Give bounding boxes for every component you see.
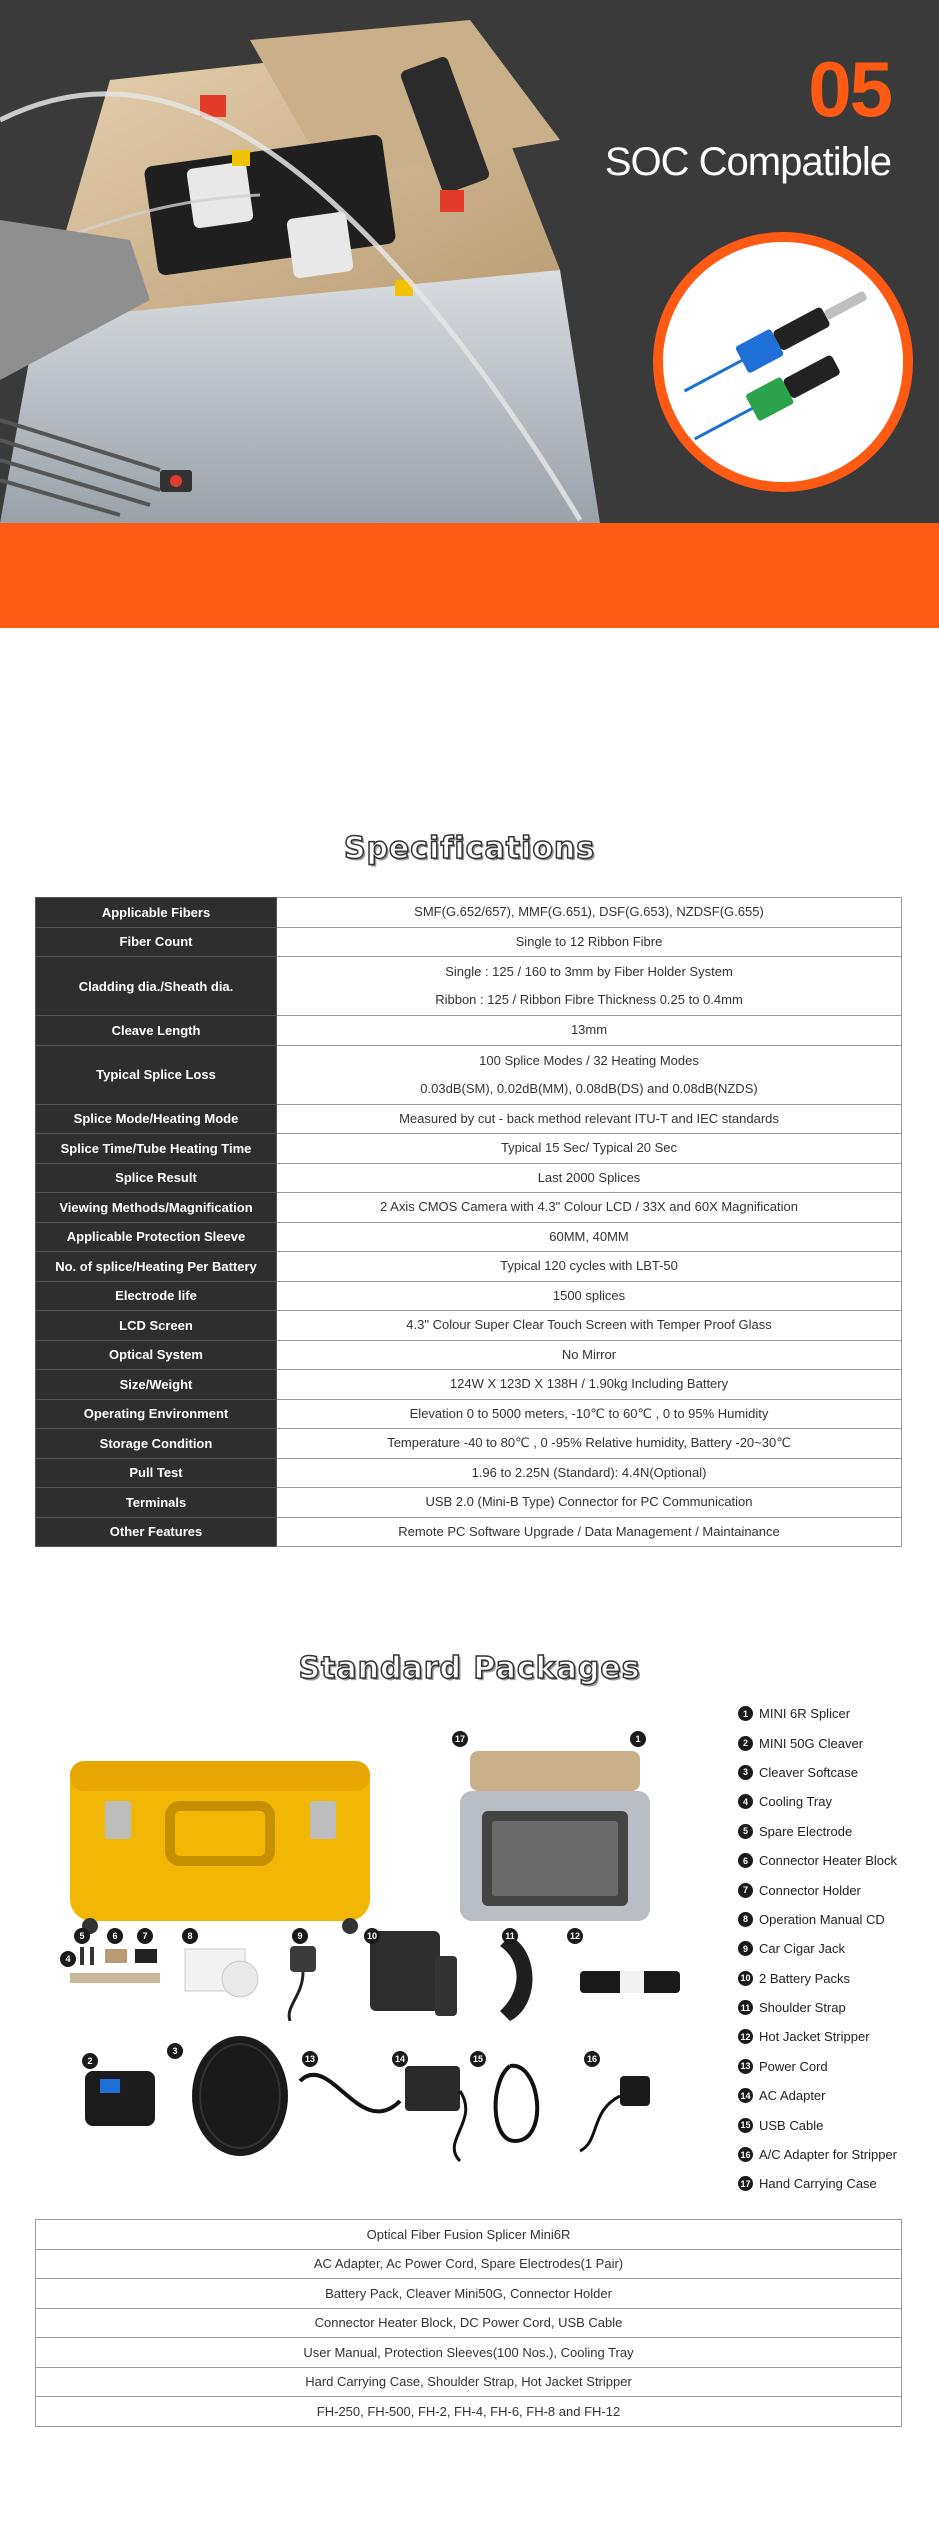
spec-value-line: Typical 15 Sec/ Typical 20 Sec: [500, 1140, 678, 1156]
spec-row: [36, 957, 902, 1016]
spec-value-line: 4.3" Colour Super Clear Touch Screen with Temper Proof Glass: [406, 1317, 772, 1333]
svg-text:7: 7: [142, 1931, 148, 1941]
spec-value: [277, 1134, 902, 1164]
photo-number-badge-icon: [60, 1951, 76, 1967]
photo-number-badge-icon: [584, 2051, 600, 2067]
spec-value-line: 1500 splices: [552, 1287, 626, 1303]
package-item: [738, 1993, 897, 2022]
package-item-label: 2 Battery Packs: [759, 1970, 851, 1986]
spec-key: Typical Splice Loss: [36, 1045, 277, 1104]
spec-row: [36, 1016, 902, 1046]
package-item: [738, 1817, 897, 1846]
svg-text:17: 17: [454, 1734, 466, 1744]
spec-value-line: 2 Axis CMOS Camera with 4.3" Colour LCD / 33X and 60X Magnification: [380, 1199, 798, 1215]
spec-key: Electrode life: [36, 1281, 277, 1311]
spec-row: [36, 1370, 902, 1400]
package-item: [738, 1787, 897, 1816]
spec-value-line: 13mm: [570, 1022, 608, 1038]
package-contents-cell: Optical Fiber Fusion Splicer Mini6R: [36, 2220, 902, 2250]
package-item-label: Power Cord: [759, 2058, 828, 2074]
package-item-label: Connector Holder: [759, 1882, 861, 1898]
spec-key: No. of splice/Heating Per Battery: [36, 1252, 277, 1282]
photo-number-badge-icon: [470, 2051, 486, 2067]
package-contents-row: [36, 2220, 902, 2250]
photo-number-badge-icon: [82, 2053, 98, 2069]
svg-text:16: 16: [586, 2054, 598, 2064]
feature-title: SOC Compatible: [604, 140, 891, 184]
package-item-label: Shoulder Strap: [759, 2000, 846, 2016]
spec-value: [277, 1370, 902, 1400]
spec-key: Cladding dia./Sheath dia.: [36, 957, 277, 1016]
spec-value: [277, 1517, 902, 1547]
spec-value: [277, 1104, 902, 1134]
svg-text:5: 5: [79, 1931, 85, 1941]
number-badge-icon: 12: [738, 2029, 753, 2044]
fusion-splicer-photo: [0, 0, 600, 523]
photo-number-badge-icon: [502, 1928, 518, 1944]
spec-key: Other Features: [36, 1517, 277, 1547]
spec-value-line: Last 2000 Splices: [537, 1169, 641, 1185]
spec-key: LCD Screen: [36, 1311, 277, 1341]
spec-row: [36, 1429, 902, 1459]
standard-packages-title: Standard Packages: [298, 1651, 641, 1686]
spec-value-line: Temperature -40 to 80℃ , 0 -95% Relative humidity, Battery -20~30℃: [387, 1435, 791, 1451]
spec-row: [36, 927, 902, 957]
spec-row: [36, 1340, 902, 1370]
spec-value-line: SMF(G.652/657), MMF(G.651), DSF(G.653), NZDSF(G.655): [414, 904, 764, 920]
number-badge-icon: 13: [738, 2059, 753, 2074]
package-item: [738, 1934, 897, 1963]
spec-key: Optical System: [36, 1340, 277, 1370]
package-item: [738, 2110, 897, 2139]
number-badge-icon: 15: [738, 2118, 753, 2133]
photo-number-badge-icon: [107, 1928, 123, 1944]
spec-value-line: Ribbon : 125 / Ribbon Fibre Thickness 0.25 to 0.4mm: [435, 992, 743, 1007]
spec-row: [36, 1134, 902, 1164]
number-badge-icon: 11: [738, 2000, 753, 2015]
package-item: [738, 1728, 897, 1757]
package-item-label: Cleaver Softcase: [759, 1764, 858, 1780]
package-item: [738, 2081, 897, 2110]
spec-value-line: 0.03dB(SM), 0.02dB(MM), 0.08dB(DS) and 0.08dB(NZDS): [420, 1080, 758, 1096]
package-contents-cell: Connector Heater Block, DC Power Cord, USB Cable: [36, 2308, 902, 2338]
package-item-label: Car Cigar Jack: [759, 1941, 845, 1957]
spec-row: [36, 1399, 902, 1429]
package-item-label: MINI 6R Splicer: [759, 1706, 851, 1722]
spec-row: [36, 1252, 902, 1282]
package-contents-cell: FH-250, FH-500, FH-2, FH-4, FH-6, FH-8 and FH-12: [36, 2397, 902, 2427]
package-contents-photo: [60, 1721, 720, 2191]
spec-key: Applicable Fibers: [36, 898, 277, 928]
svg-text:3: 3: [172, 2046, 178, 2056]
spec-value-line: 124W X 123D X 138H / 1.90kg Including Battery: [449, 1376, 729, 1392]
spec-value-line: Elevation 0 to 5000 meters, -10℃ to 60℃ , 0 to 95% Humidity: [409, 1405, 769, 1421]
svg-text:14: 14: [394, 2054, 406, 2064]
spec-value-line: 100 Splice Modes / 32 Heating Modes: [479, 1052, 699, 1068]
spec-row: [36, 1281, 902, 1311]
package-item: [738, 1875, 897, 1904]
photo-number-badge-icon: [74, 1928, 90, 1944]
spec-row: [36, 1104, 902, 1134]
soc-connector-circle: [653, 232, 913, 492]
spec-row: [36, 898, 902, 928]
photo-number-badge-icon: [630, 1731, 646, 1747]
package-item: [738, 2052, 897, 2081]
package-contents-cell: User Manual, Protection Sleeves(100 Nos.), Cooling Tray: [36, 2338, 902, 2368]
spec-value: [277, 1163, 902, 1193]
package-contents-row: [36, 2338, 902, 2368]
specifications-table: [35, 897, 902, 1547]
package-item: [738, 1964, 897, 1993]
number-badge-icon: 5: [738, 1824, 753, 1839]
package-item: [738, 2169, 897, 2198]
spec-key: Applicable Protection Sleeve: [36, 1222, 277, 1252]
hero-banner: [0, 0, 939, 523]
spec-key: Viewing Methods/Magnification: [36, 1193, 277, 1223]
spec-key: Operating Environment: [36, 1399, 277, 1429]
package-contents-row: [36, 2367, 902, 2397]
svg-text:1: 1: [635, 1734, 641, 1744]
page-footer-space: [0, 2427, 939, 2510]
number-badge-icon: 17: [738, 2176, 753, 2191]
spec-value-line: Single to 12 Ribbon Fibre: [515, 933, 663, 949]
package-item-label: Spare Electrode: [759, 1823, 853, 1839]
spec-row: [36, 1193, 902, 1223]
spec-value: [277, 957, 902, 1016]
spec-value: [277, 1399, 902, 1429]
package-item: [738, 1905, 897, 1934]
package-item-label: USB Cable: [759, 2117, 824, 2133]
package-item-label: MINI 50G Cleaver: [759, 1735, 864, 1751]
number-badge-icon: 2: [738, 1736, 753, 1751]
photo-number-badge-icon: [567, 1928, 583, 1944]
package-item-label: AC Adapter: [759, 2088, 826, 2104]
package-contents-cell: Battery Pack, Cleaver Mini50G, Connector Holder: [36, 2279, 902, 2309]
specifications-title: Specifications: [343, 831, 596, 866]
number-badge-icon: 16: [738, 2147, 753, 2162]
number-badge-icon: 14: [738, 2088, 753, 2103]
package-item: [738, 1846, 897, 1875]
package-contents-cell: Hard Carrying Case, Shoulder Strap, Hot Jacket Stripper: [36, 2367, 902, 2397]
spec-key: Splice Mode/Heating Mode: [36, 1104, 277, 1134]
photo-number-badge-icon: [182, 1928, 198, 1944]
photo-number-badge-icon: [302, 2051, 318, 2067]
spec-key: Cleave Length: [36, 1016, 277, 1046]
spec-value-line: Typical 120 cycles with LBT-50: [500, 1258, 678, 1274]
package-item: [738, 2140, 897, 2169]
spec-value-line: Remote PC Software Upgrade / Data Management / Maintainance: [398, 1523, 780, 1539]
svg-text:6: 6: [112, 1931, 118, 1941]
package-item: [738, 1699, 897, 1728]
svg-text:4: 4: [65, 1954, 71, 1964]
spec-value: [277, 1252, 902, 1282]
spec-value: [277, 1281, 902, 1311]
spec-row: [36, 1163, 902, 1193]
package-item: [738, 1758, 897, 1787]
package-item-label: Cooling Tray: [759, 1794, 832, 1810]
spec-value: [277, 1311, 902, 1341]
photo-number-badge-icon: [167, 2043, 183, 2059]
spec-value-line: No Mirror: [561, 1346, 617, 1362]
spec-row: [36, 1222, 902, 1252]
photo-number-badge-icon: [364, 1928, 380, 1944]
spec-value: [277, 1016, 902, 1046]
svg-text:8: 8: [187, 1931, 193, 1941]
spec-row: [36, 1517, 902, 1547]
spec-key: Storage Condition: [36, 1429, 277, 1459]
number-badge-icon: 7: [738, 1883, 753, 1898]
spec-value: [277, 1222, 902, 1252]
spec-row: [36, 1045, 902, 1104]
number-badge-icon: 6: [738, 1853, 753, 1868]
spec-value-line: Measured by cut - back method relevant ITU-T and IEC standards: [399, 1110, 779, 1126]
svg-text:9: 9: [297, 1931, 303, 1941]
spec-key: Terminals: [36, 1488, 277, 1518]
package-item: [738, 2022, 897, 2051]
spec-key: Size/Weight: [36, 1370, 277, 1400]
accent-bar: [0, 523, 939, 628]
photo-number-badge-icon: [292, 1928, 308, 1944]
package-item-label: Hot Jacket Stripper: [759, 2029, 870, 2045]
spec-value: [277, 1193, 902, 1223]
package-items-list: [738, 1699, 897, 2199]
number-badge-icon: 1: [738, 1706, 753, 1721]
svg-text:12: 12: [569, 1931, 581, 1941]
svg-text:10: 10: [366, 1931, 378, 1941]
package-contents-row: [36, 2249, 902, 2279]
feature-number: 05: [808, 45, 891, 133]
number-badge-icon: 9: [738, 1941, 753, 1956]
spec-value: [277, 898, 902, 928]
spec-value: [277, 1340, 902, 1370]
svg-text:15: 15: [472, 2054, 484, 2064]
package-contents-area: [0, 1699, 939, 2219]
soc-connector-image: [663, 242, 903, 482]
spec-value: [277, 927, 902, 957]
spec-value-line: USB 2.0 (Mini-B Type) Connector for PC Communication: [425, 1494, 753, 1510]
spec-value-line: 60MM, 40MM: [549, 1228, 629, 1244]
package-contents-row: [36, 2397, 902, 2427]
package-contents-table: [35, 2219, 902, 2427]
svg-text:2: 2: [87, 2056, 93, 2066]
spec-key: Splice Time/Tube Heating Time: [36, 1134, 277, 1164]
package-item-label: Connector Heater Block: [759, 1853, 898, 1869]
package-item-label: A/C Adapter for Stripper: [759, 2147, 898, 2163]
spec-row: [36, 1458, 902, 1488]
package-item-label: Hand Carrying Case: [759, 2176, 877, 2192]
number-badge-icon: 8: [738, 1912, 753, 1927]
package-contents-cell: AC Adapter, Ac Power Cord, Spare Electrodes(1 Pair): [36, 2249, 902, 2279]
spec-value: [277, 1045, 902, 1104]
number-badge-icon: 10: [738, 1971, 753, 1986]
spec-row: [36, 1488, 902, 1518]
package-contents-row: [36, 2308, 902, 2338]
svg-text:13: 13: [304, 2054, 316, 2064]
photo-number-badge-icon: [137, 1928, 153, 1944]
spec-value-line: 1.96 to 2.25N (Standard): 4.4N(Optional): [471, 1464, 707, 1480]
spec-row: [36, 1311, 902, 1341]
spec-key: Fiber Count: [36, 927, 277, 957]
spec-key: Splice Result: [36, 1163, 277, 1193]
spec-value: [277, 1488, 902, 1518]
package-item-label: Operation Manual CD: [759, 1911, 885, 1927]
spec-key: Pull Test: [36, 1458, 277, 1488]
svg-text:11: 11: [505, 1931, 515, 1941]
package-contents-row: [36, 2279, 902, 2309]
spec-value: [277, 1429, 902, 1459]
number-badge-icon: 3: [738, 1765, 753, 1780]
number-badge-icon: 4: [738, 1794, 753, 1809]
photo-number-badge-icon: [452, 1731, 468, 1747]
spec-value: [277, 1458, 902, 1488]
spec-value-line: Single : 125 / 160 to 3mm by Fiber Holder System: [445, 964, 733, 979]
photo-number-badge-icon: [392, 2051, 408, 2067]
